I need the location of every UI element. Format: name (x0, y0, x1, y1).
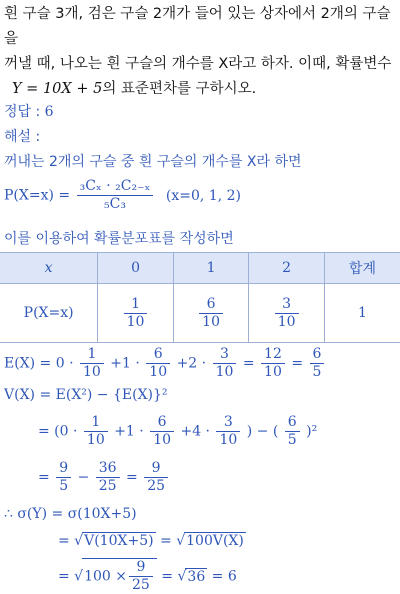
question-line-2: 꺼낼 때, 나오는 흰 구슬의 개수를 X라고 하자. 이때, 확률변수 (4, 56, 392, 72)
table-cell (173, 284, 249, 343)
ex-term: = (291, 355, 304, 372)
table-header-cell: 1 (173, 253, 249, 284)
table-row (0, 284, 400, 343)
vx2-frac-den: 10 (219, 432, 238, 448)
question-formula: Y = 10X + 5 (12, 81, 103, 97)
vx2-term: ) − ( (246, 423, 279, 440)
solution-label: 해설 : (4, 129, 41, 145)
ex-frac-den: 10 (264, 364, 282, 380)
vx3-frac-num: 9 (56, 460, 71, 478)
pmf-formula (4, 178, 241, 213)
vx3-op: − (77, 469, 90, 486)
ex-frac-num: 6 (146, 346, 170, 364)
vx3-frac-den: 5 (59, 478, 69, 494)
vx2-frac-num: 6 (150, 414, 174, 432)
vx2-frac-den: 5 (287, 432, 297, 448)
sigma2-lead: = √ (58, 533, 84, 549)
sigma3-radicand (82, 558, 157, 594)
pmf-fraction (77, 178, 154, 213)
table-header-cell: 0 (98, 253, 174, 284)
vx2-lead: = (0 · (38, 423, 78, 440)
vx2-term: +1 · (114, 423, 144, 440)
ex-term: +1 · (110, 355, 140, 372)
ex-frac-den: 10 (149, 364, 168, 380)
vx2-frac-num: 3 (216, 414, 240, 432)
ex-frac-den: 5 (312, 364, 322, 380)
vx3-lead: = (38, 469, 50, 486)
ex-term: = (242, 355, 255, 372)
prob-num: 6 (199, 296, 223, 314)
ex-frac-den: 10 (83, 364, 101, 380)
table-cell (98, 284, 174, 343)
ex-frac-num: 3 (213, 346, 237, 364)
sigma-line-3 (58, 558, 237, 594)
vx2-frac-num: 6 (285, 414, 300, 432)
sigma2-mid: = √ (155, 533, 186, 549)
vx2-frac-num: 1 (84, 414, 108, 432)
solution-intro: 꺼내는 2개의 구슬 중 흰 구슬의 개수를 X라 하면 (4, 154, 302, 170)
sigma3-frac-den: 25 (132, 577, 150, 593)
vx3-frac-den: 25 (98, 478, 117, 494)
vx2-term: +4 · (180, 423, 211, 440)
ex-term: +2 · (176, 355, 207, 372)
sigma2-radicand: V(10X+5) (84, 533, 154, 549)
ex-lhs: E(X) = 0 · (4, 355, 74, 372)
question-line-1: 흰 구슬 3개, 검은 구슬 2개가 들어 있는 상자에서 2개의 구슬을 (4, 6, 391, 47)
variance-line-2 (38, 414, 317, 449)
sigma2-radicand: 100V(X) (186, 533, 244, 549)
table-cell (249, 284, 325, 343)
prob-num: 3 (275, 296, 299, 314)
sigma3-frac-num: 9 (129, 559, 153, 577)
question-line-3 (4, 77, 398, 102)
vx2-frac-den: 10 (153, 432, 172, 448)
sigma3-result: = 6 (207, 568, 237, 585)
prob-den: 10 (126, 313, 145, 330)
ex-frac-num: 12 (261, 346, 285, 364)
sigma-line-2 (58, 532, 246, 549)
ex-frac-num: 1 (80, 346, 104, 364)
vx3-frac-num: 36 (96, 460, 120, 478)
prob-den: 10 (202, 313, 220, 330)
pmf-lhs: P(X=x) = (4, 187, 71, 204)
expectation-line (4, 346, 326, 381)
question-tail: 의 표준편차를 구하시오. (102, 81, 257, 97)
sigma3-lead: = √ (58, 568, 84, 585)
table-header-cell: 2 (249, 253, 325, 284)
prob-den: 10 (277, 313, 296, 330)
vx3-frac-num: 9 (144, 460, 168, 478)
probability-table (0, 252, 400, 343)
table-header-row (0, 253, 400, 284)
vx3-op: = (126, 469, 138, 486)
table-header-cell: 합계 (324, 253, 400, 284)
table-total: 1 (324, 284, 400, 343)
ex-frac-den: 10 (215, 364, 234, 380)
sigma3-mid: = √ (156, 568, 187, 585)
pmf-denominator: ₅C₃ (104, 196, 126, 212)
table-row-label: P(X=x) (0, 284, 98, 343)
pmf-domain: (x=0, 1, 2) (165, 187, 241, 204)
pmf-numerator: ₃Cₓ · ₂C₂₋ₓ (77, 178, 154, 196)
vx3-frac-den: 25 (147, 478, 166, 494)
answer-line (4, 101, 54, 121)
question-text (4, 2, 398, 102)
variance-line-1: V(X) = E(X²) − {E(X)}² (4, 387, 168, 403)
vx2-frac-den: 10 (86, 432, 105, 448)
prob-num: 1 (124, 296, 148, 314)
table-intro: 이를 이용하여 확률분포표를 작성하면 (4, 231, 234, 247)
sigma3-term: 100 × (84, 568, 128, 585)
answer-value: 6 (44, 104, 54, 120)
sigma-line-1: ∴ σ(Y) = σ(10X+5) (4, 506, 137, 522)
variance-line-3 (38, 460, 170, 495)
sigma3-radicand-b: 36 (187, 568, 206, 585)
answer-label: 정답 : (4, 104, 45, 120)
vx2-term: )² (306, 423, 318, 440)
ex-frac-num: 6 (310, 346, 325, 364)
table-header-cell: x (0, 253, 98, 284)
